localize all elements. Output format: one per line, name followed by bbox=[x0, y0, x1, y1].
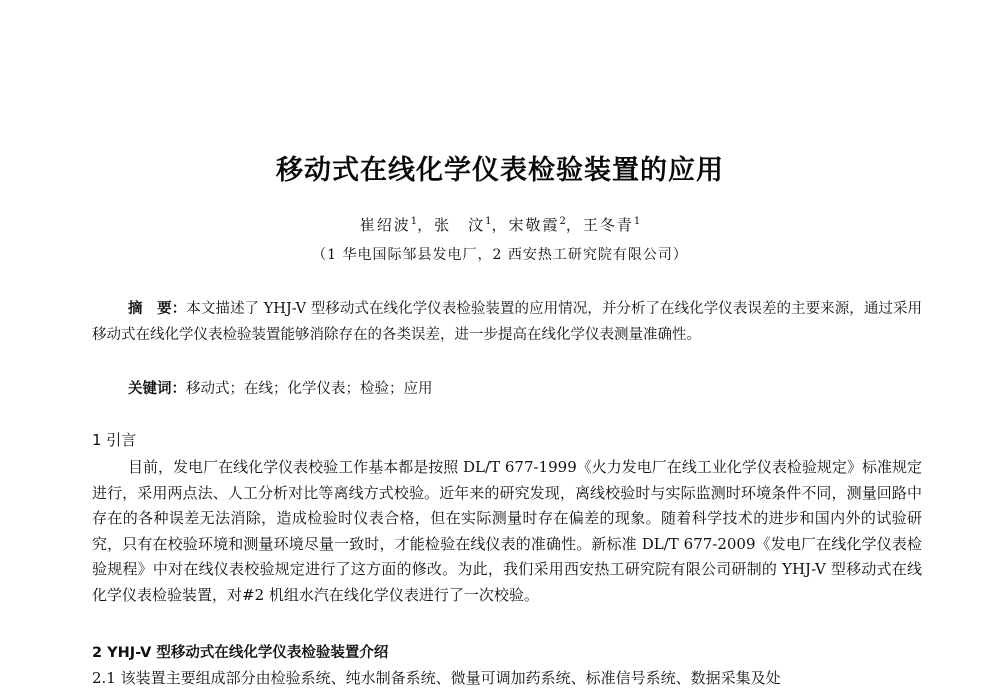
abstract bbox=[92, 296, 922, 348]
section-1-heading: 1 引言 bbox=[92, 431, 137, 449]
keywords-label: 关键词： bbox=[128, 381, 186, 397]
author-name: 张 汶 bbox=[434, 216, 486, 234]
affiliations: （1 华电国际邹县发电厂，2 西安热工研究院有限公司） bbox=[312, 247, 688, 263]
section-2-body: 2.1 该装置主要组成部分由检验系统、纯水制备系统、微量可调加药系统、标准信号系统、数据采集及处 bbox=[92, 669, 781, 687]
keywords-text: 移动式；在线；化学仪表；检验；应用 bbox=[186, 381, 433, 397]
author-separator: ， bbox=[417, 216, 435, 234]
author-separator: ， bbox=[565, 216, 583, 234]
author-separator: ， bbox=[491, 216, 509, 234]
author-name: 宋敬霞 bbox=[508, 216, 560, 234]
author-name: 崔绍波 bbox=[359, 216, 411, 234]
keywords bbox=[128, 377, 922, 401]
author-list bbox=[0, 214, 1000, 235]
abstract-text: 本文描述了 YHJ-V 型移动式在线化学仪表检验装置的应用情况，并分析了在线化学仪表误差的主要来源，通过采用移动式在线化学仪表检验装置能够消除存在的各类误差，进一步提高在线化学仪表测量准确性。 bbox=[92, 301, 923, 343]
section-1-body bbox=[92, 455, 922, 608]
author-affiliation-mark: 1 bbox=[633, 216, 641, 227]
paper-title: 移动式在线化学仪表检验装置的应用 bbox=[276, 155, 724, 186]
author-affiliation-mark: 1 bbox=[485, 216, 492, 227]
section-1-text: 目前，发电厂在线化学仪表校验工作基本都是按照 DL/T 677-1999《火力发电厂在线工业化学仪表检验规定》标准规定进行，采用两点法、人工分析对比等离线方式校验。近年来的研究发现，离线校验时与实际监测时环境条件不同，测量回路中存在的各种误差无法消除，造成检验时仪表合格，但在实际测量时存在偏差的现象。随着科学技术的进步和国内外的试验研究，只有在校验环境和测量环境尽量一致时，才能检验在线仪表的准确性。新标准 DL/T 677-2009《发电厂在线化学仪表检验规程》中对在线仪表校验规定进行了这方面的修改。为此，我们采用西安热工研究院有限公司研制的 YHJ-V 型移动式在线化学仪表检验装置，对#2 机组水汽在线化学仪表进行了一次校验。 bbox=[92, 458, 922, 604]
abstract-label: 摘 要： bbox=[128, 301, 187, 317]
author-affiliation-mark: 2 bbox=[559, 216, 566, 227]
author-name: 王冬青 bbox=[582, 216, 634, 234]
section-2-heading: 2 YHJ-V 型移动式在线化学仪表检验装置介绍 bbox=[92, 645, 389, 661]
author-affiliation-mark: 1 bbox=[410, 216, 418, 227]
